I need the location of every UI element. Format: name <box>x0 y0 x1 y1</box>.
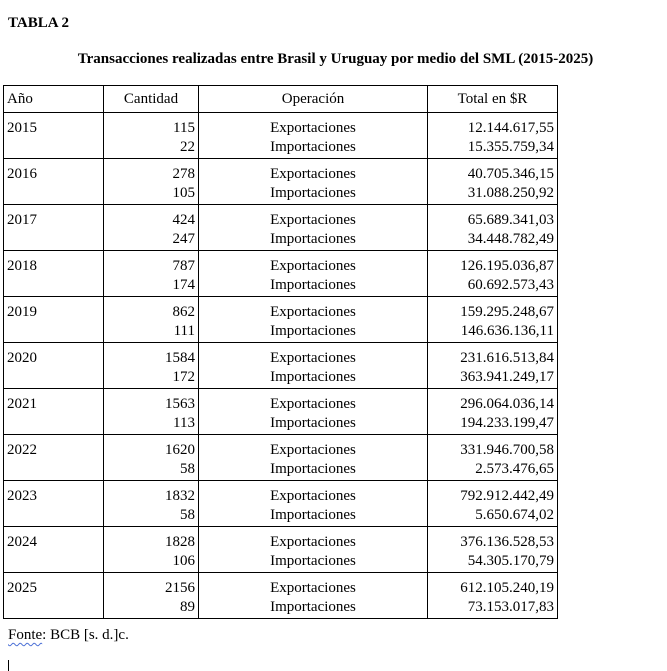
export-total: 126.195.036,87 <box>460 258 554 274</box>
import-operation: Importaciones <box>270 231 356 247</box>
quantity-cell <box>104 573 199 619</box>
import-operation: Importaciones <box>270 369 356 385</box>
transactions-table <box>3 85 558 619</box>
operation-cell <box>199 573 428 619</box>
import-quantity: 113 <box>173 415 195 431</box>
export-total: 612.105.240,19 <box>460 580 554 596</box>
table-label: TABLA 2 <box>8 15 69 31</box>
quantity-cell <box>104 389 199 435</box>
source-note <box>8 626 129 645</box>
header-total: Total en $R <box>428 86 558 113</box>
export-quantity: 424 <box>172 212 195 228</box>
operation-cell <box>199 251 428 297</box>
export-quantity: 2156 <box>165 580 195 596</box>
text-cursor <box>8 660 9 671</box>
export-operation: Exportaciones <box>270 258 356 274</box>
total-cell <box>428 343 558 389</box>
total-cell <box>428 389 558 435</box>
import-operation: Importaciones <box>270 277 356 293</box>
table-title: Transacciones realizadas entre Brasil y Uruguay por medio del SML (2015-2025) <box>77 51 594 67</box>
export-total: 792.912.442,49 <box>460 488 554 504</box>
year-cell <box>4 481 104 527</box>
table-row <box>4 297 558 343</box>
year-value: 2020 <box>7 350 37 366</box>
export-total: 159.295.248,67 <box>460 304 554 320</box>
import-operation: Importaciones <box>270 185 356 201</box>
export-quantity: 1620 <box>165 442 195 458</box>
table-row <box>4 573 558 619</box>
total-cell <box>428 159 558 205</box>
export-quantity: 787 <box>172 258 195 274</box>
header-row <box>4 86 558 113</box>
operation-cell <box>199 205 428 251</box>
export-quantity: 1828 <box>165 534 195 550</box>
operation-cell <box>199 297 428 343</box>
export-quantity: 1584 <box>165 350 195 366</box>
year-value: 2016 <box>7 166 37 182</box>
table-row <box>4 205 558 251</box>
import-quantity: 58 <box>180 507 195 523</box>
year-cell <box>4 251 104 297</box>
year-cell <box>4 435 104 481</box>
import-total: 54.305.170,79 <box>467 553 554 569</box>
export-operation: Exportaciones <box>270 534 356 550</box>
export-total: 296.064.036,14 <box>460 396 554 412</box>
import-operation: Importaciones <box>270 507 356 523</box>
quantity-cell <box>104 435 199 481</box>
export-quantity: 115 <box>173 120 195 136</box>
year-value: 2017 <box>7 212 37 228</box>
total-cell <box>428 435 558 481</box>
year-cell <box>4 343 104 389</box>
table-row <box>4 343 558 389</box>
import-operation: Importaciones <box>270 415 356 431</box>
year-cell <box>4 389 104 435</box>
total-cell <box>428 481 558 527</box>
import-total: 194.233.199,47 <box>460 415 554 431</box>
export-total: 376.136.528,53 <box>460 534 554 550</box>
export-quantity: 278 <box>172 166 195 182</box>
export-operation: Exportaciones <box>270 350 356 366</box>
import-operation: Importaciones <box>270 461 356 477</box>
source-text: : BCB [s. d.]c. <box>42 627 129 643</box>
import-operation: Importaciones <box>270 553 356 569</box>
quantity-cell <box>104 343 199 389</box>
import-total: 31.088.250,92 <box>467 185 554 201</box>
year-value: 2018 <box>7 258 37 274</box>
export-operation: Exportaciones <box>270 580 356 596</box>
export-operation: Exportaciones <box>270 304 356 320</box>
quantity-cell <box>104 205 199 251</box>
import-quantity: 111 <box>173 323 195 339</box>
year-value: 2015 <box>7 120 37 136</box>
operation-cell <box>199 481 428 527</box>
source-label: Fonte <box>8 627 43 643</box>
operation-cell <box>199 343 428 389</box>
table-row <box>4 435 558 481</box>
year-value: 2025 <box>7 580 37 596</box>
export-total: 65.689.341,03 <box>467 212 554 228</box>
import-operation: Importaciones <box>270 599 356 615</box>
export-total: 12.144.617,55 <box>467 120 554 136</box>
export-quantity: 862 <box>172 304 195 320</box>
import-quantity: 89 <box>180 599 195 615</box>
operation-cell <box>199 527 428 573</box>
import-quantity: 22 <box>180 139 195 155</box>
export-operation: Exportaciones <box>270 166 356 182</box>
export-total: 231.616.513,84 <box>460 350 554 366</box>
import-quantity: 247 <box>172 231 195 247</box>
import-total: 73.153.017,83 <box>467 599 554 615</box>
year-cell <box>4 297 104 343</box>
import-quantity: 105 <box>172 185 195 201</box>
operation-cell <box>199 159 428 205</box>
table-body <box>4 113 558 619</box>
export-total: 331.946.700,58 <box>460 442 554 458</box>
export-quantity: 1832 <box>165 488 195 504</box>
year-value: 2019 <box>7 304 37 320</box>
table-row <box>4 389 558 435</box>
table-row <box>4 527 558 573</box>
table-row <box>4 113 558 159</box>
operation-cell <box>199 435 428 481</box>
quantity-cell <box>104 159 199 205</box>
year-cell <box>4 159 104 205</box>
total-cell <box>428 251 558 297</box>
total-cell <box>428 113 558 159</box>
import-total: 363.941.249,17 <box>460 369 554 385</box>
year-cell <box>4 113 104 159</box>
year-value: 2023 <box>7 488 37 504</box>
total-cell <box>428 205 558 251</box>
year-value: 2022 <box>7 442 37 458</box>
export-operation: Exportaciones <box>270 120 356 136</box>
quantity-cell <box>104 113 199 159</box>
year-cell <box>4 527 104 573</box>
import-quantity: 172 <box>172 369 195 385</box>
table-row <box>4 251 558 297</box>
quantity-cell <box>104 297 199 343</box>
operation-cell <box>199 389 428 435</box>
import-total: 2.573.476,65 <box>475 461 554 477</box>
operation-cell <box>199 113 428 159</box>
total-cell <box>428 297 558 343</box>
quantity-cell <box>104 527 199 573</box>
import-total: 34.448.782,49 <box>467 231 554 247</box>
header-year: Año <box>4 86 104 113</box>
total-cell <box>428 573 558 619</box>
export-operation: Exportaciones <box>270 212 356 228</box>
year-cell <box>4 205 104 251</box>
quantity-cell <box>104 251 199 297</box>
import-quantity: 174 <box>172 277 195 293</box>
import-total: 15.355.759,34 <box>467 139 554 155</box>
header-quantity: Cantidad <box>104 86 199 113</box>
import-total: 146.636.136,11 <box>460 323 554 339</box>
export-quantity: 1563 <box>165 396 195 412</box>
year-cell <box>4 573 104 619</box>
export-operation: Exportaciones <box>270 442 356 458</box>
import-operation: Importaciones <box>270 139 356 155</box>
import-total: 5.650.674,02 <box>475 507 554 523</box>
export-operation: Exportaciones <box>270 488 356 504</box>
year-value: 2024 <box>7 534 37 550</box>
import-quantity: 58 <box>180 461 195 477</box>
import-total: 60.692.573,43 <box>467 277 554 293</box>
export-total: 40.705.346,15 <box>467 166 554 182</box>
quantity-cell <box>104 481 199 527</box>
import-quantity: 106 <box>172 553 195 569</box>
header-operation: Operación <box>199 86 428 113</box>
table-row <box>4 159 558 205</box>
year-value: 2021 <box>7 396 37 412</box>
total-cell <box>428 527 558 573</box>
table-row <box>4 481 558 527</box>
import-operation: Importaciones <box>270 323 356 339</box>
export-operation: Exportaciones <box>270 396 356 412</box>
